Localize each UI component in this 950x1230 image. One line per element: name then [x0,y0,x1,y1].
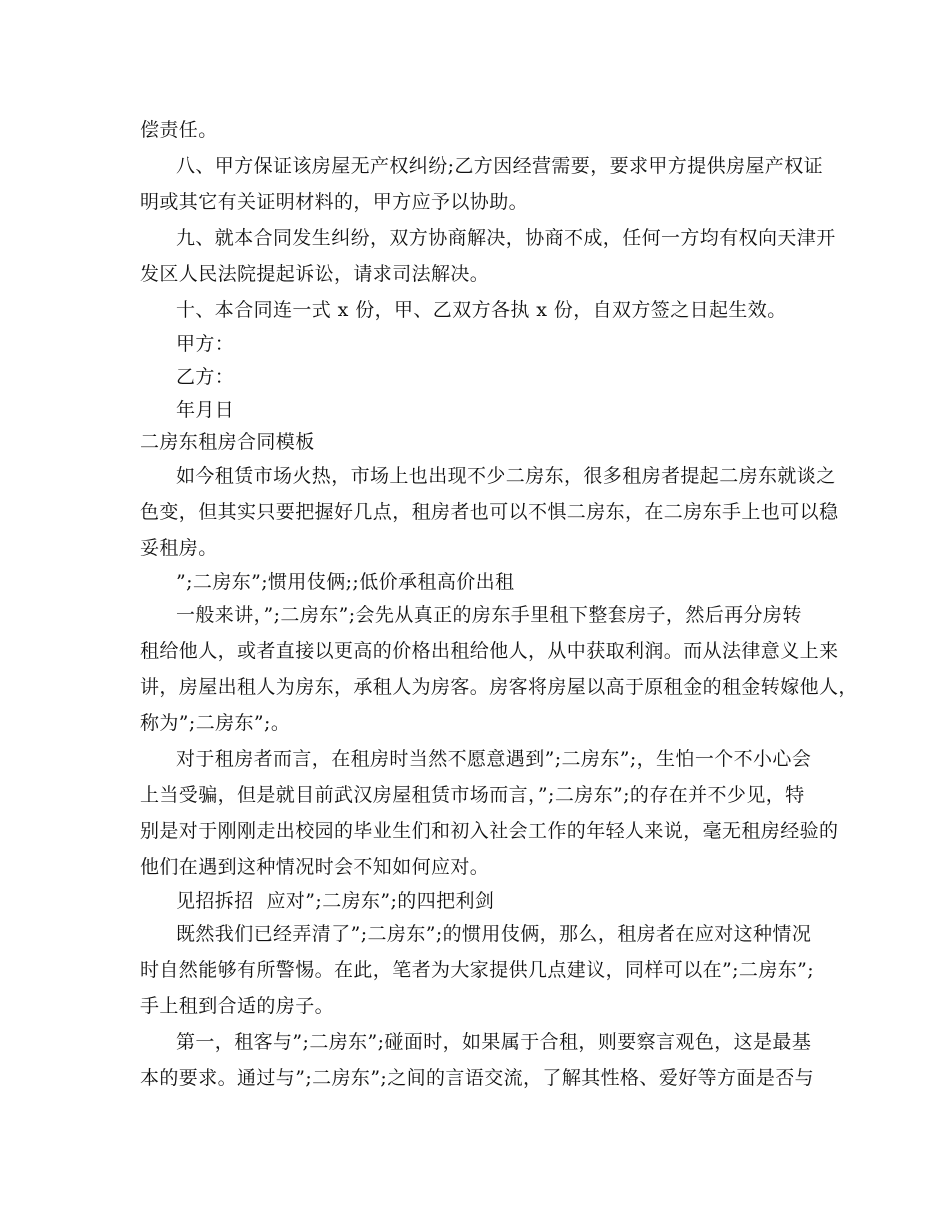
text-line: 时自然能够有所警惕。在此，笔者为大家提供几点建议，同样可以在”;二房东”; [140,959,815,981]
text-line: 偿责任。 [140,119,218,141]
date-line: 年月日 [176,399,235,421]
clause-8: 八、甲方保证该房屋无产权纠纷;乙方因经营需要，要求甲方提供房屋产权证 [176,155,824,177]
text-line: 租给他人，或者直接以更高的价格出租给他人，从中获取利润。而从法律意义上来 [140,640,839,662]
text-line: 明或其它有关证明材料的，甲方应予以协助。 [140,191,529,213]
text-line: 称为”;二房东”;。 [140,712,291,734]
section-title: 二房东租房合同模板 [140,431,315,453]
paragraph-line: 对于租房者而言，在租房时当然不愿意遇到”;二房东”;，生怕一个不小心会 [176,748,812,770]
text-line: 手上租到合适的房子。 [140,995,335,1017]
text-line: 发区人民法院提起诉讼，请求司法解决。 [140,263,490,285]
subheading: ”;二房东”;惯用伎俩;;低价承租高价出租 [176,571,515,593]
clause-9: 九、就本合同发生纠纷，双方协商解决，协商不成，任何一方均有权向天津开 [176,227,836,249]
paragraph-line: 一般来讲，”;二房东”;会先从真正的房东手里租下整套房子，然后再分房转 [176,604,802,626]
text-line: 他们在遇到这种情况时会不知如何应对。 [140,856,490,878]
paragraph-line: 如今租赁市场火热，市场上也出现不少二房东，很多租房者提起二房东就谈之 [176,465,836,487]
text-line: 色变，但其实只要把握好几点，租房者也可以不惧二房东，在二房东手上也可以稳 [140,501,839,523]
clause-10: 十、本合同连一式 x 份，甲、乙双方各执 x 份，自双方签之日起生效。 [176,299,787,321]
paragraph-line: 既然我们已经弄清了”;二房东”;的惯用伎俩，那么，租房者在应对这种情况 [176,923,812,945]
paragraph-line: 第一，租客与”;二房东”;碰面时，如果属于合租，则要察言观色，这是最基 [176,1031,812,1053]
text-line: 妥租房。 [140,537,218,559]
party-a-signature: 甲方： [176,333,235,355]
text-line: 讲，房屋出租人为房东，承租人为房客。房客将房屋以高于原租金的租金转嫁他人， [140,676,858,698]
text-line: 别是对于刚刚走出校园的毕业生们和初入社会工作的年轻人来说，毫无租房经验的 [140,820,839,842]
text-line: 上当受骗，但是就目前武汉房屋租赁市场而言，”;二房东”;的存在并不少见，特 [140,784,805,806]
party-b-signature: 乙方： [176,366,235,388]
subheading: 见招拆招 应对”;二房东”;的四把利剑 [176,890,495,912]
text-line: 本的要求。通过与”;二房东”;之间的言语交流，了解其性格、爱好等方面是否与 [140,1067,815,1089]
